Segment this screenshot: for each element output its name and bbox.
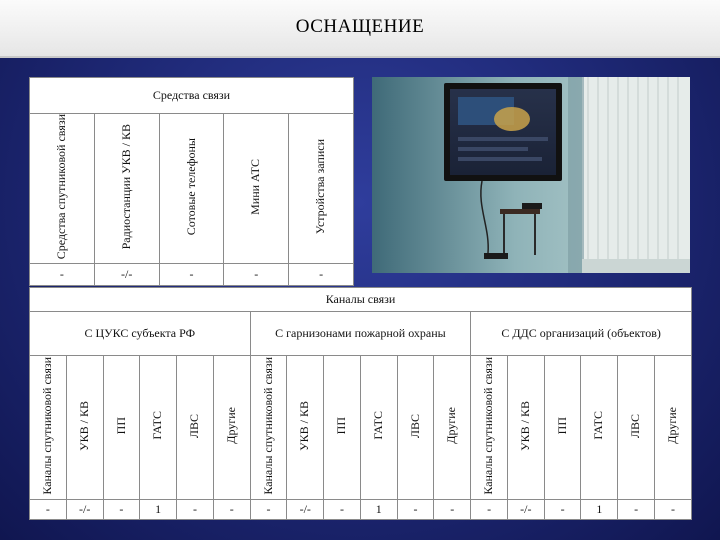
channel-value: - (544, 499, 581, 519)
channels-title: Каналы связи (30, 288, 692, 312)
channels-group-title: С гарнизонами пожарной охраны (250, 312, 471, 356)
comm-means-header-cell (289, 114, 354, 264)
channel-header: ПП (334, 416, 349, 435)
channel-header: Другие (444, 407, 459, 444)
channels-group-title: С ДДС организаций (объектов) (471, 312, 692, 356)
channel-value: - (618, 499, 655, 519)
slide-header (0, 0, 720, 58)
channel-header: Каналы спутниковой связи (481, 356, 496, 495)
channel-header: Другие (223, 407, 238, 444)
page-title: ОСНАЩЕНИЕ (295, 16, 425, 37)
channel-header: ГАТС (150, 411, 165, 440)
equipment-photo-illustration (372, 77, 690, 273)
comm-means-header-cell (30, 114, 95, 264)
channel-value: 1 (140, 499, 177, 519)
channel-value: - (30, 499, 67, 519)
channel-header: ЛВС (187, 413, 202, 438)
channel-header: ГАТС (591, 411, 606, 440)
channel-value: - (471, 499, 508, 519)
channel-header-cell (397, 356, 434, 500)
comm-means-header: Радиостанции УКВ / КВ (118, 123, 133, 250)
channel-header-cell (287, 356, 324, 500)
channel-header-cell (103, 356, 140, 500)
channel-header-cell (581, 356, 618, 500)
channel-header-cell (324, 356, 361, 500)
channel-value: 1 (360, 499, 397, 519)
channel-value: -/- (66, 499, 103, 519)
channel-header-cell (434, 356, 471, 500)
comm-means-value: - (289, 264, 354, 286)
channel-header: ЛВС (628, 413, 643, 438)
equipment-photo (372, 77, 690, 273)
comm-means-header: Мини АТС (248, 158, 263, 215)
comm-means-title: Средства связи (30, 78, 354, 114)
comm-means-header-cell (224, 114, 289, 264)
channel-header: Другие (665, 407, 680, 444)
channel-value: -/- (507, 499, 544, 519)
comm-means-header: Средства спутниковой связи (54, 114, 68, 260)
channel-header-cell (544, 356, 581, 500)
comm-means-header-cell (159, 114, 224, 264)
channel-header-cell (30, 356, 67, 500)
channel-value: - (434, 499, 471, 519)
channel-value: - (177, 499, 214, 519)
channel-value: - (103, 499, 140, 519)
channel-header-cell (507, 356, 544, 500)
channel-header-cell (213, 356, 250, 500)
channel-value: -/- (287, 499, 324, 519)
channel-value: - (213, 499, 250, 519)
channel-header: УКВ / КВ (297, 400, 312, 451)
channel-header: ПП (554, 416, 569, 435)
comm-means-value: -/- (94, 264, 159, 286)
channels-group-title: С ЦУКС субъекта РФ (30, 312, 251, 356)
channel-value: - (324, 499, 361, 519)
channel-header-cell (140, 356, 177, 500)
comm-means-header: Сотовые телефоны (183, 137, 198, 236)
comm-means-header: Устройства записи (313, 139, 328, 235)
comm-means-value: - (159, 264, 224, 286)
comm-means-table (29, 77, 354, 286)
channel-header: ПП (113, 416, 128, 435)
channel-header-cell (618, 356, 655, 500)
channel-header-cell (471, 356, 508, 500)
channel-value: - (397, 499, 434, 519)
channel-value: 1 (581, 499, 618, 519)
channel-value: - (655, 499, 692, 519)
comm-means-header-cell (94, 114, 159, 264)
channel-header-cell (177, 356, 214, 500)
channel-value: - (250, 499, 287, 519)
channel-header: УКВ / КВ (76, 400, 91, 451)
channel-header: Каналы спутниковой связи (39, 356, 54, 495)
channel-header: УКВ / КВ (517, 400, 532, 451)
comm-means-value: - (224, 264, 289, 286)
channel-header: Каналы спутниковой связи (260, 356, 275, 495)
channel-header-cell (655, 356, 692, 500)
channel-header: ЛВС (407, 413, 422, 438)
channel-header-cell (360, 356, 397, 500)
channel-header: ГАТС (370, 411, 385, 440)
channels-table (29, 287, 692, 520)
channel-header-cell (250, 356, 287, 500)
channel-header-cell (66, 356, 103, 500)
comm-means-value: - (30, 264, 95, 286)
